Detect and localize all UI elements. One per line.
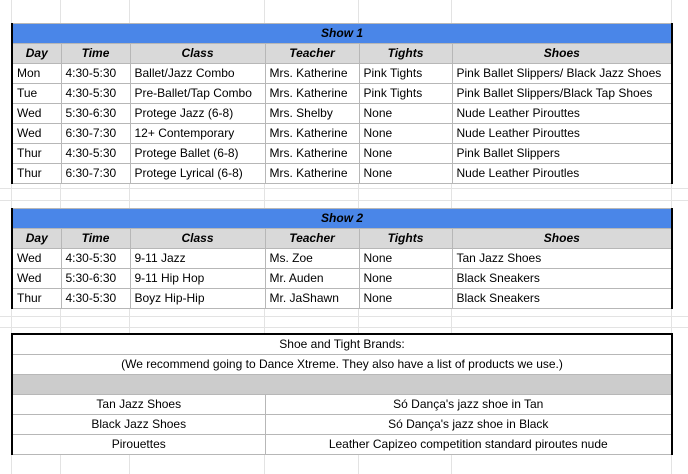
cell-teacher[interactable]: Mrs. Katherine — [265, 124, 359, 144]
cell-day[interactable]: Thur — [12, 144, 61, 164]
cell-class[interactable]: Protege Ballet (6-8) — [130, 144, 265, 164]
table-row — [12, 289, 672, 309]
header-teacher[interactable]: Teacher — [265, 44, 359, 64]
header-tights[interactable]: Tights — [359, 44, 452, 64]
header-class[interactable]: Class — [130, 44, 265, 64]
cell-class[interactable]: 9-11 Hip Hop — [130, 269, 265, 289]
cell-teacher[interactable]: Mrs. Katherine — [265, 84, 359, 104]
brands-divider-row — [12, 375, 672, 395]
cell-tights[interactable]: Pink Tights — [359, 84, 452, 104]
brands-divider[interactable] — [12, 375, 672, 395]
cell-teacher[interactable]: Mrs. Katherine — [265, 144, 359, 164]
cell-day[interactable]: Mon — [12, 64, 61, 84]
brand-item-name[interactable]: Black Jazz Shoes — [12, 415, 265, 435]
cell-tights[interactable]: None — [359, 104, 452, 124]
cell-class[interactable]: Protege Lyrical (6-8) — [130, 164, 265, 184]
cell-tights[interactable]: None — [359, 269, 452, 289]
header-time[interactable]: Time — [61, 229, 130, 249]
cell-class[interactable]: Boyz Hip-Hip — [130, 289, 265, 309]
header-shoes[interactable]: Shoes — [452, 44, 672, 64]
cell-tights[interactable]: None — [359, 249, 452, 269]
header-day[interactable]: Day — [12, 229, 61, 249]
table-row — [12, 124, 672, 144]
brand-item-product[interactable]: Só Dança's jazz shoe in Black — [265, 415, 672, 435]
cell-class[interactable]: Protege Jazz (6-8) — [130, 104, 265, 124]
cell-day[interactable]: Tue — [12, 84, 61, 104]
cell-time[interactable]: 6:30-7:30 — [61, 164, 130, 184]
header-time[interactable]: Time — [61, 44, 130, 64]
table-row — [12, 249, 672, 269]
brand-item-product[interactable]: Leather Capizeo competition standard piroutes nude — [265, 435, 672, 455]
brands-heading[interactable]: Shoe and Tight Brands: — [12, 334, 672, 355]
cell-teacher[interactable]: Ms. Zoe — [265, 249, 359, 269]
cell-shoes[interactable]: Nude Leather Piroutles — [452, 164, 672, 184]
table-row — [12, 164, 672, 184]
cell-time[interactable]: 5:30-6:30 — [61, 269, 130, 289]
cell-day[interactable]: Wed — [12, 249, 61, 269]
table-row — [12, 64, 672, 84]
show1-title[interactable]: Show 1 — [12, 24, 672, 44]
brands-table — [11, 333, 673, 455]
table-row — [12, 144, 672, 164]
cell-class[interactable]: Ballet/Jazz Combo — [130, 64, 265, 84]
cell-class[interactable]: Pre-Ballet/Tap Combo — [130, 84, 265, 104]
cell-time[interactable]: 6:30-7:30 — [61, 124, 130, 144]
table-row — [12, 269, 672, 289]
table-row — [12, 104, 672, 124]
cell-shoes[interactable]: Black Sneakers — [452, 289, 672, 309]
table-row — [12, 84, 672, 104]
brands-note[interactable]: (We recommend going to Dance Xtreme. They also have a list of products we use.) — [12, 355, 672, 375]
header-shoes[interactable]: Shoes — [452, 229, 672, 249]
cell-teacher[interactable]: Mrs. Katherine — [265, 64, 359, 84]
show2-title[interactable]: Show 2 — [12, 209, 672, 229]
cell-tights[interactable]: None — [359, 124, 452, 144]
cell-tights[interactable]: None — [359, 164, 452, 184]
cell-day[interactable]: Thur — [12, 289, 61, 309]
brands-heading-row — [12, 334, 672, 355]
cell-shoes[interactable]: Tan Jazz Shoes — [452, 249, 672, 269]
cell-shoes[interactable]: Nude Leather Pirouttes — [452, 104, 672, 124]
cell-time[interactable]: 4:30-5:30 — [61, 289, 130, 309]
brand-item-name[interactable]: Tan Jazz Shoes — [12, 395, 265, 415]
cell-time[interactable]: 5:30-6:30 — [61, 104, 130, 124]
cell-class[interactable]: 12+ Contemporary — [130, 124, 265, 144]
list-item — [12, 415, 672, 435]
cell-shoes[interactable]: Pink Ballet Slippers — [452, 144, 672, 164]
show2-title-row — [12, 209, 672, 229]
show1-title-row — [12, 24, 672, 44]
list-item — [12, 435, 672, 455]
cell-teacher[interactable]: Mrs. Katherine — [265, 164, 359, 184]
cell-day[interactable]: Wed — [12, 104, 61, 124]
cell-shoes[interactable]: Nude Leather Pirouttes — [452, 124, 672, 144]
cell-class[interactable]: 9-11 Jazz — [130, 249, 265, 269]
list-item — [12, 395, 672, 415]
brand-item-name[interactable]: Pirouettes — [12, 435, 265, 455]
show1-table — [11, 23, 673, 184]
header-teacher[interactable]: Teacher — [265, 229, 359, 249]
cell-time[interactable]: 4:30-5:30 — [61, 84, 130, 104]
brands-note-row — [12, 355, 672, 375]
cell-shoes[interactable]: Pink Ballet Slippers/Black Tap Shoes — [452, 84, 672, 104]
cell-day[interactable]: Wed — [12, 124, 61, 144]
cell-teacher[interactable]: Mr. Auden — [265, 269, 359, 289]
cell-day[interactable]: Wed — [12, 269, 61, 289]
cell-tights[interactable]: None — [359, 289, 452, 309]
brand-item-product[interactable]: Só Dança's jazz shoe in Tan — [265, 395, 672, 415]
cell-shoes[interactable]: Pink Ballet Slippers/ Black Jazz Shoes — [452, 64, 672, 84]
cell-shoes[interactable]: Black Sneakers — [452, 269, 672, 289]
cell-time[interactable]: 4:30-5:30 — [61, 249, 130, 269]
cell-day[interactable]: Thur — [12, 164, 61, 184]
cell-tights[interactable]: None — [359, 144, 452, 164]
cell-teacher[interactable]: Mrs. Shelby — [265, 104, 359, 124]
cell-time[interactable]: 4:30-5:30 — [61, 144, 130, 164]
header-tights[interactable]: Tights — [359, 229, 452, 249]
cell-time[interactable]: 4:30-5:30 — [61, 64, 130, 84]
show1-header-row — [12, 44, 672, 64]
header-class[interactable]: Class — [130, 229, 265, 249]
show2-table — [11, 208, 673, 309]
cell-teacher[interactable]: Mr. JaShawn — [265, 289, 359, 309]
header-day[interactable]: Day — [12, 44, 61, 64]
cell-tights[interactable]: Pink Tights — [359, 64, 452, 84]
show2-header-row — [12, 229, 672, 249]
